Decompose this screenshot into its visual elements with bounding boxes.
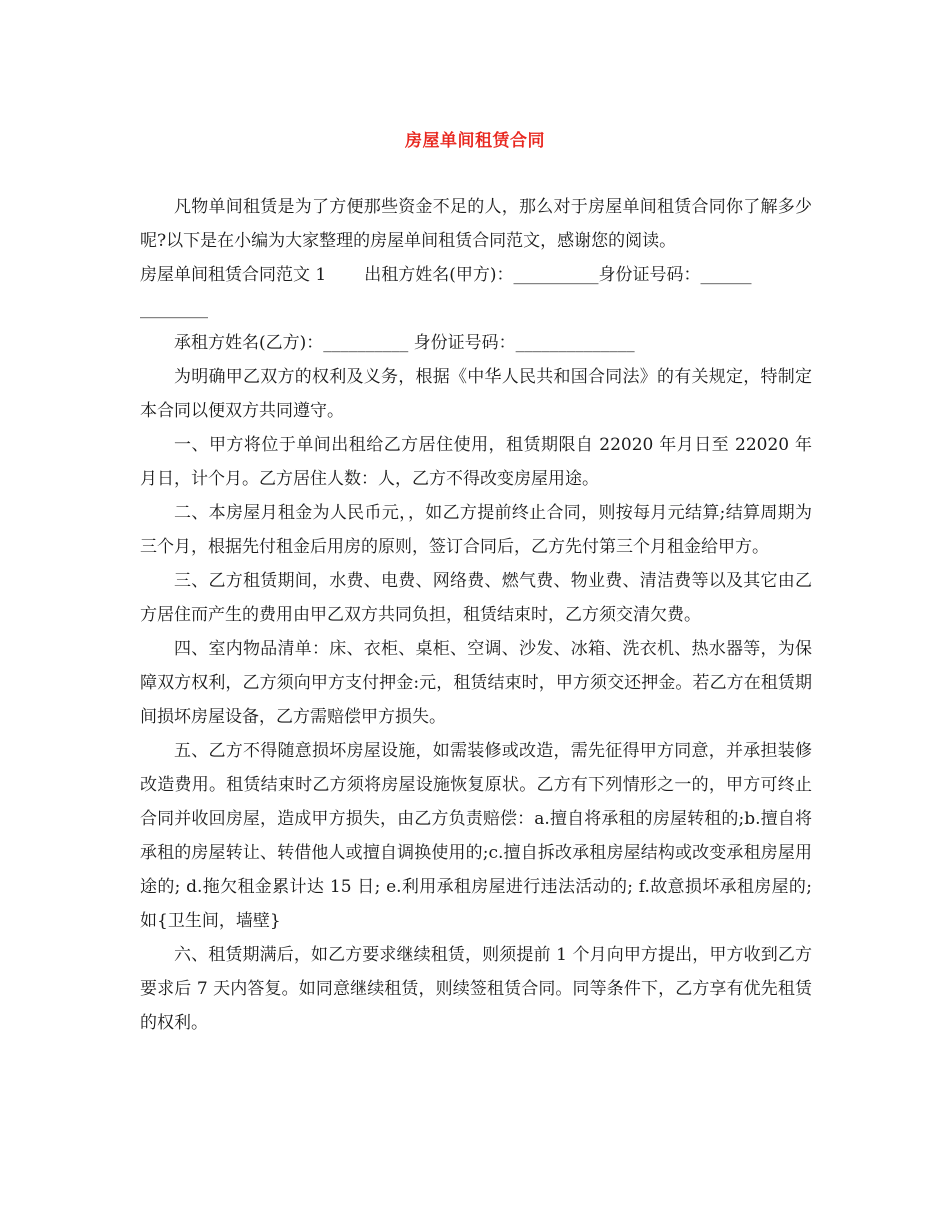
clause-4: 四、室内物品清单：床、衣柜、桌柜、空调、沙发、冰箱、洗衣机、热水器等，为保障双方权利，乙方须向甲方支付押金:元，租赁结束时，甲方须交还押金。若乙方在租赁期间损坏房屋设备，乙方需赔偿甲方损失。 [140, 639, 812, 727]
intro-paragraph: 凡物单间租赁是为了方便那些资金不足的人，那么对于房屋单间租赁合同你了解多少呢?以下是在小编为大家整理的房屋单间租赁合同范文，感谢您的阅读。 [140, 197, 812, 251]
clause-6: 六、租赁期满后，如乙方要求继续租赁，则须提前 1 个月向甲方提出，甲方收到乙方要求后 7 天内答复。如同意继续租赁，则续签租赁合同。同等条件下，乙方享有优先租赁的权利。 [140, 945, 812, 1033]
document-body [140, 190, 812, 1040]
lessee-info-line: 承租方姓名(乙方)：__________ 身份证号码：______________ [174, 333, 635, 353]
clause-1: 一、甲方将位于单间出租给乙方居住使用，租赁期限自 22020 年月日至 22020 年月日，计个月。乙方居住人数：人，乙方不得改变房屋用途。 [140, 435, 812, 489]
clause-2: 二、本房屋月租金为人民币元，，如乙方提前终止合同，则按每月元结算;结算周期为三个月，根据先付租金后用房的原则，签订合同后，乙方先付第三个月租金给甲方。 [140, 503, 812, 557]
clause-3: 三、乙方租赁期间，水费、电费、网络费、燃气费、物业费、清洁费等以及其它由乙方居住而产生的费用由甲乙双方共同负担，租赁结束时，乙方须交清欠费。 [140, 571, 812, 625]
lessor-info-line: 出租方姓名(甲方)：__________身份证号码：______ [364, 265, 752, 285]
sample-heading-line [140, 258, 812, 292]
lessor-info-continuation: ________ [140, 299, 208, 319]
document-title: 房屋单间租赁合同 [405, 131, 545, 151]
sample-heading: 房屋单间租赁合同范文 1 [140, 265, 327, 285]
clause-5: 五、乙方不得随意损坏房屋设施，如需装修或改造，需先征得甲方同意，并承担装修改造费用。租赁结束时乙方须将房屋设施恢复原状。乙方有下列情形之一的，甲方可终止合同并收回房屋，造成甲方损失，由乙方负责赔偿：a.擅自将承租的房屋转租的;b.擅自将承租的房屋转让、转借他人或擅自调换使用的;c.擅自拆改承租房屋结构或改变承租房屋用途的; d.拖欠租金累计达 15 日; e.利用承租房屋进行违法活动的; f.故意损坏承租房屋的;如{卫生间，墙壁} [140, 741, 812, 931]
purpose-paragraph: 为明确甲乙双方的权利及义务，根据《中华人民共和国合同法》的有关规定，特制定本合同以便双方共同遵守。 [140, 367, 812, 421]
